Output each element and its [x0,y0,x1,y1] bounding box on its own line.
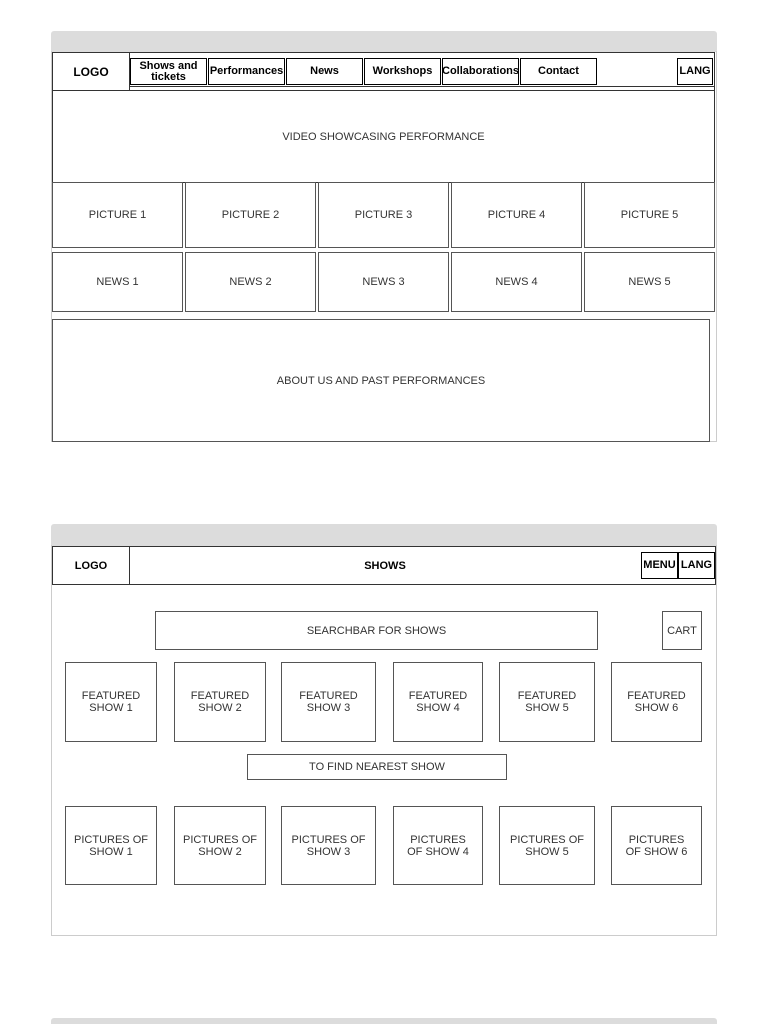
page3-frame-titlebar [51,1018,717,1024]
nav-collaborations[interactable]: Collaborations [442,58,519,85]
page2-frame-titlebar [51,524,717,546]
show-pictures-1[interactable]: PICTURES OF SHOW 1 [65,806,157,885]
picture-1[interactable]: PICTURE 1 [52,182,183,248]
about-section: ABOUT US AND PAST PERFORMANCES [52,319,710,442]
show-pictures-6[interactable]: PICTURES OF SHOW 6 [611,806,702,885]
page1-nav-underline [130,86,714,87]
show-pictures-3[interactable]: PICTURES OF SHOW 3 [281,806,376,885]
nav-performances[interactable]: Performances [208,58,285,85]
news-5[interactable]: NEWS 5 [584,252,715,312]
nav-workshops[interactable]: Workshops [364,58,441,85]
news-1[interactable]: NEWS 1 [52,252,183,312]
nav-shows-and-tickets[interactable]: Shows and tickets [130,58,207,85]
featured-show-2[interactable]: FEATURED SHOW 2 [174,662,266,742]
page2-logo[interactable]: LOGO [74,559,108,572]
menu-button[interactable]: MENU [641,552,678,579]
featured-show-3[interactable]: FEATURED SHOW 3 [281,662,376,742]
lang-button[interactable]: LANG [677,58,713,85]
featured-show-1[interactable]: FEATURED SHOW 1 [65,662,157,742]
nav-news[interactable]: News [286,58,363,85]
page1-logo[interactable]: LOGO [73,64,109,79]
show-pictures-4[interactable]: PICTURES OF SHOW 4 [393,806,483,885]
show-pictures-2[interactable]: PICTURES OF SHOW 2 [174,806,266,885]
news-2[interactable]: NEWS 2 [185,252,316,312]
picture-2[interactable]: PICTURE 2 [185,182,316,248]
shows-search-bar[interactable]: SEARCHBAR FOR SHOWS [155,611,598,650]
picture-5[interactable]: PICTURE 5 [584,182,715,248]
featured-show-6[interactable]: FEATURED SHOW 6 [611,662,702,742]
video-placeholder[interactable]: VIDEO SHOWCASING PERFORMANCE [52,90,715,183]
nav-contact[interactable]: Contact [520,58,597,85]
picture-4[interactable]: PICTURE 4 [451,182,582,248]
news-4[interactable]: NEWS 4 [451,252,582,312]
show-pictures-5[interactable]: PICTURES OF SHOW 5 [499,806,595,885]
page2-lang-button[interactable]: LANG [678,552,715,579]
featured-show-4[interactable]: FEATURED SHOW 4 [393,662,483,742]
page2-title: SHOWS [364,559,406,572]
news-3[interactable]: NEWS 3 [318,252,449,312]
nearest-show-button[interactable]: TO FIND NEAREST SHOW [247,754,507,780]
cart-button[interactable]: CART [662,611,702,650]
featured-show-5[interactable]: FEATURED SHOW 5 [499,662,595,742]
page1-frame-titlebar [51,31,717,52]
picture-3[interactable]: PICTURE 3 [318,182,449,248]
